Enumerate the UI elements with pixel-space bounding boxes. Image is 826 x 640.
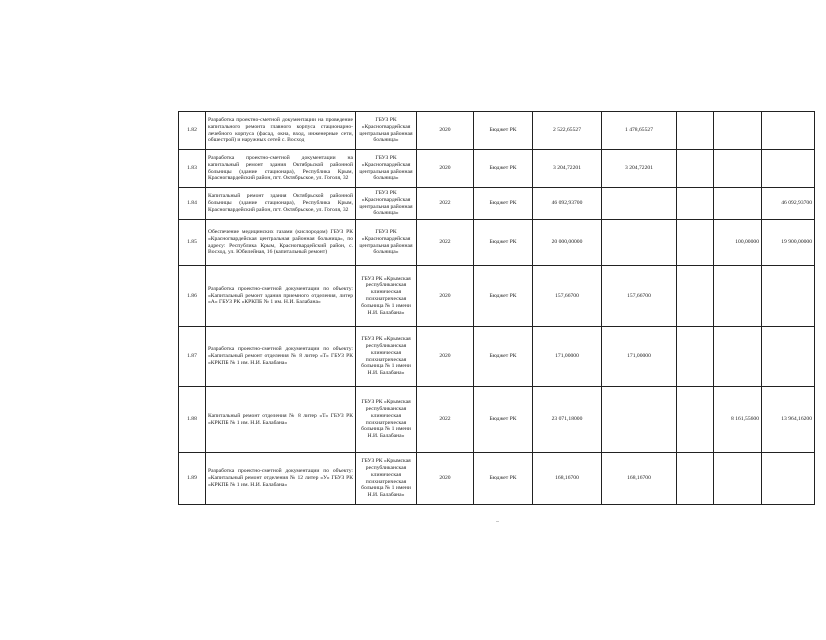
total-amount-cell: 46 092,93700 — [533, 188, 602, 220]
amount-2023-cell: 19 900,00000 — [762, 220, 815, 266]
year-cell: 2020 — [417, 150, 474, 188]
table-row — [179, 387, 815, 453]
executor-cell: ГБУЗ РК «Крымская республиканская клиническая психиатрическая больница № 1 имени Н.И. Балабана» — [356, 266, 417, 327]
amount-2021-cell — [677, 327, 714, 387]
executor-cell: ГБУЗ РК «Красногвардейская центральная районная больница» — [356, 150, 417, 188]
amount-2022-cell — [714, 453, 762, 505]
table-row — [179, 266, 815, 327]
year-cell: 2020 — [417, 453, 474, 505]
amount-2021-cell — [677, 266, 714, 327]
executor-cell: ГБУЗ РК «Красногвардейская центральная районная больница» — [356, 112, 417, 150]
row-number-cell: 1.86 — [179, 266, 206, 327]
amount-2020-cell — [602, 387, 677, 453]
amount-2020-cell: 3 204,72201 — [602, 150, 677, 188]
amount-2023-cell — [762, 453, 815, 505]
year-cell: 2022 — [417, 188, 474, 220]
row-number-cell: 1.84 — [179, 188, 206, 220]
year-cell: 2020 — [417, 266, 474, 327]
table-row — [179, 220, 815, 266]
activity-name-cell: Капитальный ремонт отделения № 8 литер «Т» ГБУЗ РК «КРКПБ № 1 им. Н.И. Балабана» — [206, 387, 356, 453]
amount-2021-cell — [677, 453, 714, 505]
table-row — [179, 112, 815, 150]
amount-2022-cell — [714, 112, 762, 150]
total-amount-cell: 3 204,72201 — [533, 150, 602, 188]
table-row — [179, 188, 815, 220]
row-number-cell: 1.82 — [179, 112, 206, 150]
amount-2022-cell — [714, 327, 762, 387]
scan-artifact — [496, 521, 499, 522]
year-cell: 2022 — [417, 220, 474, 266]
executor-cell: ГБУЗ РК «Красногвардейская центральная районная больница» — [356, 188, 417, 220]
amount-2022-cell — [714, 150, 762, 188]
amount-2020-cell: 157,66700 — [602, 266, 677, 327]
activity-name-cell: Разработка проектно-сметной документации на капитальный ремонт здания Октябрьской районной больницы (здание стационара), Республика Крым, Красногвардейский район, пгт. Октябрьское, ул. Гоголя, 32 — [206, 150, 356, 188]
row-number-cell: 1.87 — [179, 327, 206, 387]
executor-cell: ГБУЗ РК «Крымская республиканская клиническая психиатрическая больница № 1 имени Н.И. Балабана» — [356, 387, 417, 453]
executor-cell: ГБУЗ РК «Крымская республиканская клиническая психиатрическая больница № 1 имени Н.И. Балабана» — [356, 327, 417, 387]
amount-2021-cell — [677, 150, 714, 188]
year-cell: 2022 — [417, 387, 474, 453]
amount-2020-cell: 1 478,65527 — [602, 112, 677, 150]
executor-cell: ГБУЗ РК «Красногвардейская центральная районная больница» — [356, 220, 417, 266]
funding-source-cell: Бюджет РК — [474, 453, 533, 505]
funding-source-cell: Бюджет РК — [474, 112, 533, 150]
total-amount-cell: 157,66700 — [533, 266, 602, 327]
row-number-cell: 1.88 — [179, 387, 206, 453]
executor-cell: ГБУЗ РК «Крымская республиканская клиническая психиатрическая больница № 1 имени Н.И. Балабана» — [356, 453, 417, 505]
funding-source-cell: Бюджет РК — [474, 327, 533, 387]
funding-source-cell: Бюджет РК — [474, 188, 533, 220]
table-row — [179, 150, 815, 188]
activity-name-cell: Разработка проектно-сметной документации по объекту: «Капитальный ремонт отделения № 12 литер «У» ГБУЗ РК «КРКПБ № 1 им. Н.И. Балабана» — [206, 453, 356, 505]
activity-name-cell: Разработка проектно-сметной документации по объекту: «Капитальный ремонт здания приемного отделения, литер «А» ГБУЗ РК «КРКПБ № 1 им. Н.И. Балабана» — [206, 266, 356, 327]
amount-2023-cell: 13 964,16200 — [762, 387, 815, 453]
activity-name-cell: Обеспечение медицинских газами (кислородом) ГБУЗ РК «Красногвардейская центральная районная больница», по адресу: Республика Крым, Красногвардейский район, с. Восход, ул. Юбилейная, 16 (капитальный ремонт) — [206, 220, 356, 266]
amount-2022-cell — [714, 266, 762, 327]
total-amount-cell: 168,16700 — [533, 453, 602, 505]
activity-name-cell: Разработка проектно-сметной документации на проведение капитального ремонта главного корпуса стационарно-лечебного корпуса (фасад, окна, вход, инженерные сети, обшестрой) и наружных сетей с. Восход — [206, 112, 356, 150]
activity-name-cell: Капитальный ремонт здания Октябрьской районной больницы (здание стационара), Республика Крым, Красногвардейский район, пгт. Октябрьское, ул. Гоголя, 32 — [206, 188, 356, 220]
table-row — [179, 327, 815, 387]
funding-source-cell: Бюджет РК — [474, 266, 533, 327]
program-activities-table — [178, 111, 815, 505]
amount-2022-cell: 100,00000 — [714, 220, 762, 266]
amount-2023-cell — [762, 150, 815, 188]
amount-2020-cell — [602, 188, 677, 220]
funding-source-cell: Бюджет РК — [474, 220, 533, 266]
total-amount-cell: 2 522,65527 — [533, 112, 602, 150]
row-number-cell: 1.89 — [179, 453, 206, 505]
funding-source-cell: Бюджет РК — [474, 387, 533, 453]
activity-name-cell: Разработка проектно-сметной документации по объекту: «Капитальный ремонт отделения № 8 литер «Т» ГБУЗ РК «КРКПБ № 1 им. Н.И. Балабана» — [206, 327, 356, 387]
year-cell: 2020 — [417, 327, 474, 387]
amount-2021-cell — [677, 112, 714, 150]
amount-2020-cell: 168,16700 — [602, 453, 677, 505]
table-row — [179, 453, 815, 505]
amount-2021-cell — [677, 188, 714, 220]
total-amount-cell: 20 000,00000 — [533, 220, 602, 266]
amount-2022-cell: 8 161,55600 — [714, 387, 762, 453]
amount-2022-cell — [714, 188, 762, 220]
year-cell: 2020 — [417, 112, 474, 150]
amount-2021-cell — [677, 220, 714, 266]
amount-2021-cell — [677, 387, 714, 453]
amount-2023-cell — [762, 266, 815, 327]
row-number-cell: 1.85 — [179, 220, 206, 266]
amount-2023-cell: 46 092,93700 — [762, 188, 815, 220]
amount-2023-cell — [762, 112, 815, 150]
funding-source-cell: Бюджет РК — [474, 150, 533, 188]
amount-2020-cell: 171,00000 — [602, 327, 677, 387]
row-number-cell: 1.83 — [179, 150, 206, 188]
total-amount-cell: 23 071,18000 — [533, 387, 602, 453]
total-amount-cell: 171,00000 — [533, 327, 602, 387]
amount-2023-cell — [762, 327, 815, 387]
amount-2020-cell — [602, 220, 677, 266]
